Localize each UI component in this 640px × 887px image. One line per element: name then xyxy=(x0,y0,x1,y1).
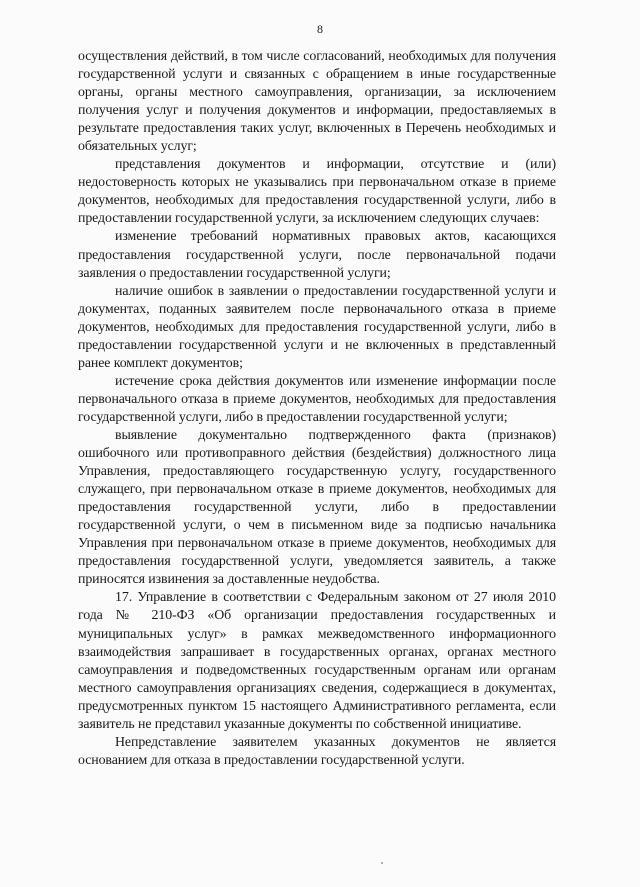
paragraph-4: наличие ошибок в заявлении о предоставлении государственной услуги и документах, поданных заявителем после первоначального отказа в приеме документов, необходимых для предоставления государственной услуги, либо в предоставлении государственной услуги и не включенных в представленный ранее комплект документов; xyxy=(78,283,556,371)
paragraph-2: представления документов и информации, отсутствие и (или) недостоверность которых не указывались при первоначальном отказе в приеме документов, необходимых для предоставления государственной услуги, либо в предоставлении государственной услуги, за исключением следующих случаев: xyxy=(78,157,556,227)
paragraph-3: изменение требований нормативных правовых актов, касающихся предоставления государственной услуги, после первоначальной подачи заявления о предоставлении государственной услуги; xyxy=(78,229,556,281)
scan-speck xyxy=(381,862,383,864)
paragraph-8: Непредставление заявителем указанных документов не является основанием для отказа в предоставлении государственной услуги. xyxy=(78,734,556,768)
paragraph-1: осуществления действий, в том числе согласований, необходимых для получения государственной услуги и связанных с обращением в иные государственные органы, органы местного самоуправления, организации, за исключением получения услуг и получения документов и информации, предоставляемых в результате предоставления таких услуг, включенных в Перечень необходимых и обязательных услуг; xyxy=(78,49,556,155)
paragraph-5: истечение срока действия документов или изменение информации после первоначального отказа в приеме документов, необходимых для предоставления государственной услуги, либо в предоставлении государственной услуги; xyxy=(78,373,556,425)
paragraph-7: 17. Управление в соответствии с Федеральным законом от 27 июля 2010 года № 210-ФЗ «Об организации предоставления государственных и муниципальных услуг» в рамках межведомственного информационного взаимодействия запрашивает в государственных органах, органах местного самоуправления и подведомственных государственным органам или органам местного самоуправления организациях сведения, содержащиеся в документах, предусмотренных пунктом 15 настоящего Административного регламента, если заявитель не представил указанные документы по собственной инициативе. xyxy=(78,590,556,732)
paragraph-6: выявление документально подтвержденного факта (признаков) ошибочного или противоправного действия (бездействия) должностного лица Управления, предоставляющего государственную услугу, государственного служащего, при первоначальном отказе в приеме документов, необходимых для предоставления государственной услуги, либо в предоставлении государственной услуги, о чем в письменном виде за подписью начальника Управления при первоначальном отказе в приеме документов, необходимых для предоставления государственной услуги, уведомляется заявитель, а также приносятся извинения за доставленные неудобства. xyxy=(78,427,556,588)
document-body xyxy=(78,48,556,770)
page-number: 8 xyxy=(317,22,323,36)
